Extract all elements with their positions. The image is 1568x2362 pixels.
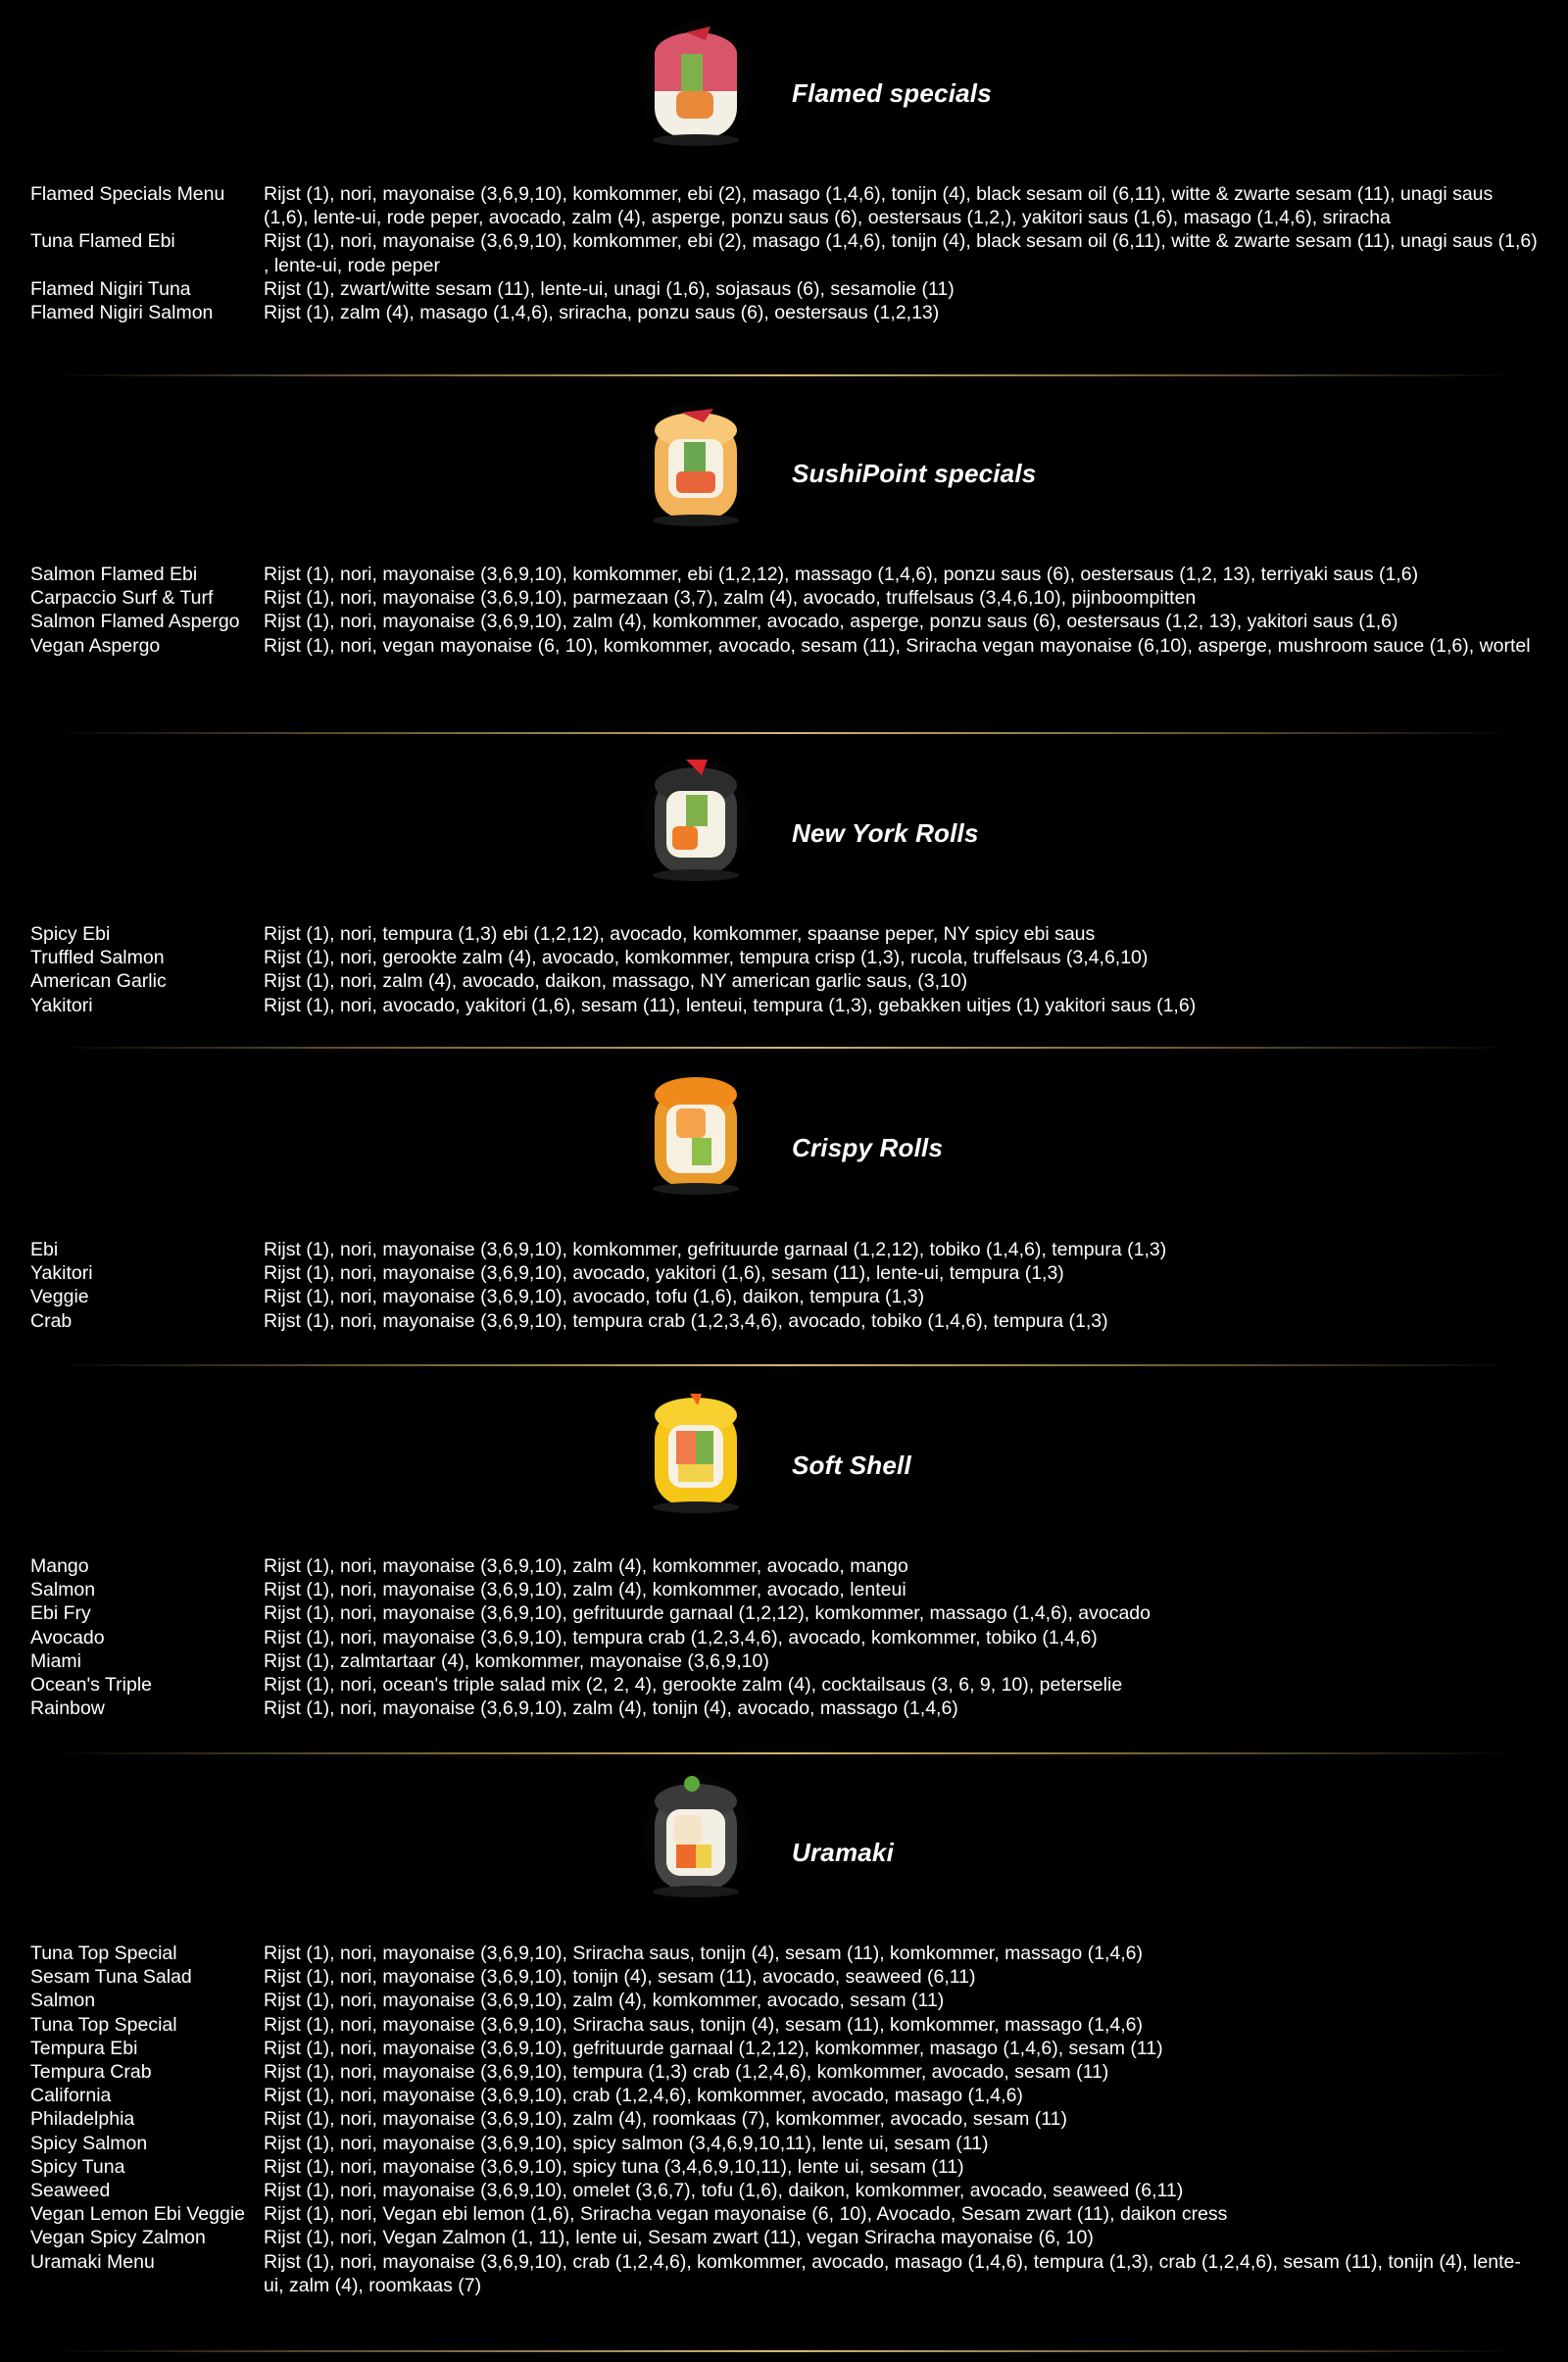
item-ingredients: Rijst (1), nori, mayonaise (3,6,9,10), zalm (4), komkommer, avocado, sesam (11) [264,1990,945,2012]
item-ingredients: Rijst (1), nori, mayonaise (3,6,9,10), omelet (3,6,7), tofu (1,6), daikon, komkommer, avocado, seaweed (6,11) [264,2180,1184,2202]
item-name: Truffled Salmon [30,947,165,969]
menu-item [30,1965,1540,1989]
item-ingredients: Rijst (1), zalm (4), masago (1,4,6), sriracha, ponzu saus (6), oestersaus (1,2,13) [264,302,940,324]
item-name: Spicy Salmon [30,2132,148,2154]
item-name: Avocado [30,1626,105,1648]
item-ingredients: Rijst (1), nori, Vegan Zalmon (1, 11), lente ui, Sesam zwart (11), vegan Sriracha mayonaise (6, 10) [264,2227,1094,2249]
item-name: Ebi Fry [30,1602,91,1625]
menu-item [30,2084,1540,2107]
item-name: American Garlic [30,970,167,993]
section-divider [54,1364,1514,1366]
menu-item [30,2250,1540,2297]
item-name: Flamed Nigiri Salmon [30,302,214,324]
menu-item [30,1697,1540,1720]
menu-item [30,1238,1540,1261]
menu-item [30,1989,1540,2012]
section-divider [54,732,1514,734]
item-ingredients: Rijst (1), nori, mayonaise (3,6,9,10), komkommer, ebi (2), masago (1,4,6), tonijn (4), black sesam oil (6,11), witte & zwarte sesam (11), unagi saus (1,6), lente-ui, rode peper, avocado, zalm (4), asperge, ponzu saus (6), oestersaus (1,2,), yakitori saus (1,6), masago (1,4,6), sriracha [264,183,1494,229]
item-ingredients: Rijst (1), nori, zalm (4), avocado, daikon, massago, NY american garlic saus, (3,10) [264,970,968,993]
item-ingredients: Rijst (1), nori, mayonaise (3,6,9,10), avocado, tofu (1,6), daikon, tempura (1,3) [264,1286,925,1308]
menu-item [30,2060,1540,2084]
item-ingredients: Rijst (1), nori, mayonaise (3,6,9,10), komkommer, ebi (2), masago (1,4,6), tonijn (4), black sesam oil (6,11), witte & zwarte sesam (11), unagi saus (1,6) , lente-ui, rode peper [264,230,1538,276]
menu-item [30,1578,1540,1601]
item-ingredients: Rijst (1), nori, mayonaise (3,6,9,10), tempura crab (1,2,3,4,6), avocado, tobiko (1,4,6), tempura (1,3) [264,1309,1108,1332]
item-name: Ebi [30,1239,59,1260]
item-ingredients: Rijst (1), nori, mayonaise (3,6,9,10), Sriracha saus, tonijn (4), sesam (11), komkommer, massago (1,4,6) [264,1943,1143,1964]
item-name: Seaweed [30,2180,111,2202]
item-name: Tuna Flamed Ebi [30,230,175,253]
item-name: California [30,2085,112,2107]
section-title: SushiPoint specials [792,459,1037,488]
item-name: Uramaki Menu [30,2250,155,2273]
menu-item [30,1285,1540,1308]
item-ingredients: Rijst (1), zwart/witte sesam (11), lente-ui, unagi (1,6), sojasaus (6), sesamolie (11) [264,277,955,300]
item-name: Philadelphia [30,2108,135,2131]
item-name: Spicy Ebi [30,923,111,945]
menu-item [30,922,1540,946]
item-ingredients: Rijst (1), nori, mayonaise (3,6,9,10), crab (1,2,4,6), komkommer, avocado, masago (1,4,6), tempura (1,3), crab (1,2,4,6), sesam (11), tonijn (4), lente-ui, zalm (4), roomkaas (7) [264,2250,1521,2296]
section-title: Flamed specials [792,78,992,108]
item-name: Mango [30,1555,89,1577]
section-divider [54,1047,1514,1049]
section-title: Crispy Rolls [792,1133,944,1162]
item-name: Salmon Flamed Ebi [30,564,198,585]
sushi-roll-special-icon [637,395,755,532]
item-ingredients: Rijst (1), nori, avocado, yakitori (1,6), sesam (11), lenteui, tempura (1,3), gebakken uitjes (1) yakitori saus (1,6) [264,994,1197,1016]
sushi-roll-flamed-icon [637,15,755,152]
item-ingredients: Rijst (1), nori, mayonaise (3,6,9,10), zalm (4), komkommer, avocado, asperge, ponzu saus (6), oestersaus (1,2, 13), yakitori saus (1,6) [264,611,1398,633]
menu-item [30,994,1540,1017]
menu-item [30,301,1540,324]
item-name: Flamed Specials Menu [30,183,225,205]
item-ingredients: Rijst (1), nori, mayonaise (3,6,9,10), Sriracha saus, tonijn (4), sesam (11), komkommer, massago (1,4,6) [264,2013,1143,2036]
menu-item [30,563,1540,586]
item-name: Crab [30,1309,73,1332]
item-ingredients: Rijst (1), nori, mayonaise (3,6,9,10), komkommer, gefrituurde garnaal (1,2,12), tobiko (1,4,6), tempura (1,3) [264,1239,1167,1260]
section-title: Soft Shell [792,1451,911,1480]
item-ingredients: Rijst (1), nori, mayonaise (3,6,9,10), tempura crab (1,2,3,4,6), avocado, komkommer, tobiko (1,4,6) [264,1626,1098,1648]
item-ingredients: Rijst (1), nori, ocean's triple salad mix (2, 2, 4), gerookte zalm (4), cocktailsaus (3, 6, 9, 10), peterselie [264,1674,1123,1697]
menu-item [30,1649,1540,1673]
item-name: Yakitori [30,994,93,1016]
item-name: Tempura Crab [30,2061,152,2084]
menu-item [30,1309,1540,1333]
item-ingredients: Rijst (1), nori, mayonaise (3,6,9,10), avocado, yakitori (1,6), sesam (11), lente-ui, tempura (1,3) [264,1262,1064,1285]
menu-item [30,946,1540,969]
item-ingredients: Rijst (1), nori, mayonaise (3,6,9,10), gefrituurde garnaal (1,2,12), komkommer, masago (1,4,6), sesam (11) [264,2037,1163,2059]
section-title: Uramaki [792,1838,895,1867]
section-divider [54,374,1514,376]
item-name: Salmon [30,1990,96,2012]
menu-item [30,1673,1540,1697]
menu-item [30,2037,1540,2060]
menu-item [30,2107,1540,2131]
item-ingredients: Rijst (1), nori, mayonaise (3,6,9,10), parmezaan (3,7), zalm (4), avocado, truffelsaus (3,4,6,10), pijnboompitten [264,587,1197,610]
item-ingredients: Rijst (1), nori, tempura (1,3) ebi (1,2,12), avocado, komkommer, spaanse peper, NY spicy ebi saus [264,923,1096,945]
item-name: Sesam Tuna Salad [30,1966,192,1989]
item-ingredients: Rijst (1), nori, vegan mayonaise (6, 10), komkommer, avocado, sesam (11), Sriracha vegan mayonaise (6,10), asperge, mushroom sauce (1,6), wortel [264,634,1531,657]
item-ingredients: Rijst (1), nori, mayonaise (3,6,9,10), gefrituurde garnaal (1,2,12), komkommer, massago (1,4,6), avocado [264,1602,1151,1625]
item-name: Tempura Ebi [30,2037,138,2059]
item-ingredients: Rijst (1), nori, mayonaise (3,6,9,10), tonijn (4), sesam (11), avocado, seaweed (6,11) [264,1966,976,1989]
menu-item [30,182,1540,229]
item-ingredients: Rijst (1), nori, mayonaise (3,6,9,10), zalm (4), komkommer, avocado, lenteui [264,1579,906,1601]
menu-item [30,1942,1540,1965]
item-ingredients: Rijst (1), nori, mayonaise (3,6,9,10), spicy salmon (3,4,6,9,10,11), lente ui, sesam (11) [264,2132,989,2154]
item-ingredients: Rijst (1), nori, mayonaise (3,6,9,10), spicy tuna (3,4,6,9,10,11), lente ui, sesam (11) [264,2155,964,2178]
item-name: Yakitori [30,1262,93,1285]
menu-item [30,1626,1540,1649]
item-name: Ocean's Triple [30,1674,153,1697]
item-name: Miami [30,1649,81,1672]
item-name: Vegan Lemon Ebi Veggie [30,2203,246,2226]
menu-item [30,634,1540,658]
menu-item [30,2202,1540,2226]
section-divider [54,2350,1514,2352]
item-name: Salmon [30,1579,96,1601]
item-ingredients: Rijst (1), nori, mayonaise (3,6,9,10), zalm (4), roomkaas (7), komkommer, avocado, sesam (11) [264,2108,1067,2131]
item-ingredients: Rijst (1), nori, mayonaise (3,6,9,10), komkommer, ebi (1,2,12), massago (1,4,6), ponzu saus (6), oestersaus (1,2, 13), terriyaki saus (1,6) [264,564,1419,585]
sushi-roll-uramaki-icon [637,1766,755,1903]
item-ingredients: Rijst (1), zalmtartaar (4), komkommer, mayonaise (3,6,9,10) [264,1649,769,1672]
item-name: Vegan Spicy Zalmon [30,2227,206,2249]
item-name: Carpaccio Surf & Turf [30,587,214,610]
menu-item [30,277,1540,301]
menu-item [30,2179,1540,2202]
section-title: New York Rolls [792,818,979,848]
item-name: Veggie [30,1286,89,1308]
menu-item [30,1601,1540,1625]
item-name: Salmon Flamed Aspergo [30,611,240,633]
item-name: Tuna Top Special [30,2013,177,2036]
section-divider [54,1752,1514,1754]
menu-item [30,2226,1540,2249]
item-ingredients: Rijst (1), nori, gerookte zalm (4), avocado, komkommer, tempura crisp (1,3), rucola, truffelsaus (3,4,6,10) [264,947,1149,969]
menu-item [30,2013,1540,2037]
menu-item [30,969,1540,993]
sushi-roll-new-york-icon [637,750,755,887]
item-name: Spicy Tuna [30,2155,125,2178]
menu-item [30,1261,1540,1285]
menu-item [30,1554,1540,1578]
sushi-roll-soft-shell-icon [637,1382,755,1519]
menu-item [30,2155,1540,2179]
menu-item [30,2132,1540,2155]
item-name: Flamed Nigiri Tuna [30,277,191,300]
item-ingredients: Rijst (1), nori, mayonaise (3,6,9,10), zalm (4), tonijn (4), avocado, massago (1,4,6) [264,1698,958,1720]
item-name: Tuna Top Special [30,1943,177,1964]
item-ingredients: Rijst (1), nori, mayonaise (3,6,9,10), tempura (1,3) crab (1,2,4,6), komkommer, avocado, sesam (11) [264,2061,1109,2084]
menu-item [30,610,1540,633]
menu-item [30,586,1540,610]
item-ingredients: Rijst (1), nori, Vegan ebi lemon (1,6), Sriracha vegan mayonaise (6, 10), Avocado, Sesam zwart (11), daikon cress [264,2203,1228,2226]
item-ingredients: Rijst (1), nori, mayonaise (3,6,9,10), zalm (4), komkommer, avocado, mango [264,1555,908,1577]
item-name: Vegan Aspergo [30,634,161,657]
sushi-roll-crispy-icon [637,1063,755,1201]
menu-item [30,229,1540,276]
item-ingredients: Rijst (1), nori, mayonaise (3,6,9,10), crab (1,2,4,6), komkommer, avocado, masago (1,4,6) [264,2085,1023,2107]
item-name: Rainbow [30,1698,105,1720]
